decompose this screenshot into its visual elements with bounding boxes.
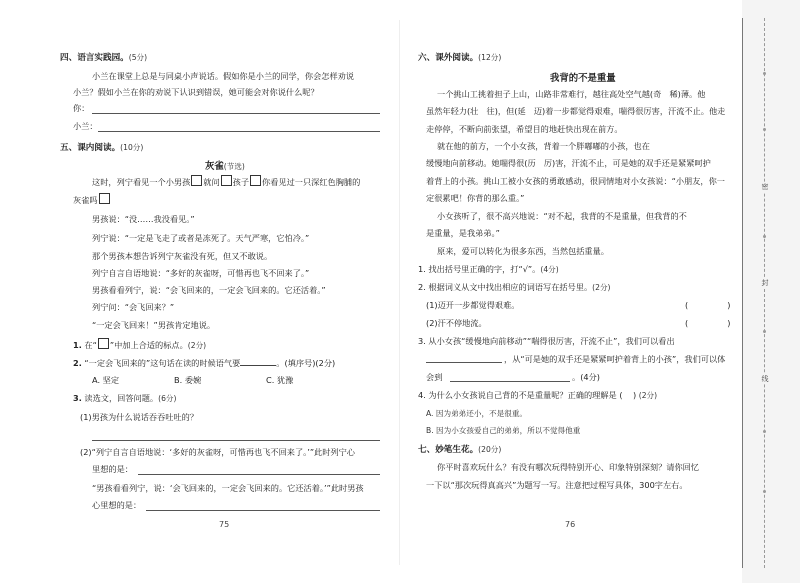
punctuation-box[interactable] xyxy=(221,175,232,186)
article-line: 定很累吧！你背的那么重。” xyxy=(426,193,525,203)
article-line: 小女孩听了，很不高兴地说：“对不起，我背的不是重量，但我背的不 xyxy=(437,211,687,221)
section-4-heading: 四、语言实践园。(5分) xyxy=(60,53,148,63)
article-line: 一个挑山工挑着担子上山，山路非常难行，越往高处空气越(奇 稀)薄。他 xyxy=(437,89,706,99)
right-page xyxy=(400,0,740,583)
article-line: 灰雀吗 xyxy=(73,193,111,206)
article-line: 这时，列宁看见一个小男孩 就问 孩子 你看见过一只深红色胸脯的 xyxy=(92,177,361,187)
question-3: 3. 从小女孩“缓慢地向前移动”“喘得很厉害，汗流不止”，我们可以看出 xyxy=(418,336,675,346)
xiaolan-answer-line[interactable] xyxy=(98,131,380,132)
seal-mark: 线 xyxy=(759,374,771,384)
seal-dot xyxy=(763,128,766,131)
question-1: 1. 找出括号里正确的字，打“√”。(4分) xyxy=(418,264,559,274)
box-icon xyxy=(98,338,109,349)
question-3-line: 会到 xyxy=(426,372,443,382)
q3-answer-line-2[interactable] xyxy=(450,381,570,382)
section-4-paragraph-line: 小兰？假如小兰在你的劝说下认识到错误，她可能会对你说什么呢？ xyxy=(73,87,319,97)
section-7-prompt-line: 一下以“那次玩得真高兴”为题写一写。注意把过程写具体，300字左右。 xyxy=(426,480,688,490)
seal-mark: 密 xyxy=(759,182,771,192)
article-line: 原来，爱可以转化为很多东西，当然包括重量。 xyxy=(437,246,609,256)
question-3-score: 。(4分) xyxy=(572,372,600,382)
question-3: 3. 读选文，回答问题。(6分) xyxy=(73,393,177,403)
q3-2a-answer-line[interactable] xyxy=(138,474,380,475)
section-7-heading: 七、妙笔生花。(20分) xyxy=(418,445,502,455)
article-line: 列宁问：“会飞回来？” xyxy=(92,302,175,312)
article-title: 灰雀(节选) xyxy=(205,161,245,172)
q4-option-a[interactable]: A. 因为弟弟还小，不是很重。 xyxy=(426,409,528,418)
article-line: 列宁说：“一定是飞走了或者是冻死了。天气严寒，它怕冷。” xyxy=(92,233,310,243)
q3-2b-answer-line[interactable] xyxy=(146,510,380,511)
article-title: 我背的不是重量 xyxy=(550,73,616,84)
page-number: 76 xyxy=(565,520,576,529)
seal-mark: 封 xyxy=(759,278,771,288)
article-line: 是重量，是我弟弟。” xyxy=(426,228,500,238)
article-line: 男孩说：“没……我没看见。” xyxy=(92,214,195,224)
q3-sub-2: (2)“列宁自言自语地说：‘多好的灰雀呀，可惜再也飞不回来了。’”此时列宁心 xyxy=(80,447,355,457)
q2-2-answer-paren[interactable]: ( ) xyxy=(685,318,731,328)
binding-margin xyxy=(742,0,800,583)
margin-border xyxy=(742,18,743,568)
punctuation-box[interactable] xyxy=(99,193,110,204)
section-6-heading: 六、课外阅读。(12分) xyxy=(418,53,502,63)
question-2: 2. “一定会飞回来的”这句话在读的时候语气要 。(填序号)(2分) xyxy=(73,358,336,368)
you-label: 你： xyxy=(73,103,90,113)
article-line: 就在他的前方，一个小女孩，背着一个胖嘟嘟的小孩，也在 xyxy=(437,141,650,151)
q3-answer-line-1[interactable] xyxy=(426,362,502,363)
q2-1-answer-paren[interactable]: ( ) xyxy=(685,300,731,310)
q3-1-answer-line[interactable] xyxy=(92,440,380,441)
seal-dot xyxy=(763,430,766,433)
q2-sub-1: (1)迈开一步都觉得艰难。 xyxy=(426,300,520,310)
question-1: 1. 在“ ”中加上合适的标点。(2分) xyxy=(73,340,207,350)
q2-option-b[interactable]: B. 委婉 xyxy=(174,375,202,385)
q3-sub-2-line: 里想的是： xyxy=(92,464,133,474)
you-answer-line[interactable] xyxy=(92,113,380,114)
page-number: 75 xyxy=(219,520,230,529)
question-3-line: ，从“可是她的双手还是紧紧呵护着背上的小孩”，我们可以体 xyxy=(504,354,726,364)
punctuation-box[interactable] xyxy=(250,175,261,186)
article-line: 列宁自言自语地说：“多好的灰雀呀，可惜再也飞不回来了。” xyxy=(92,268,310,278)
punctuation-box[interactable] xyxy=(191,175,202,186)
section-7-prompt-line: 你平时喜欢玩什么？有没有哪次玩得特别开心、印象特别深刻？请你回忆 xyxy=(437,462,700,472)
q2-answer-blank[interactable] xyxy=(240,357,276,366)
article-line: 那个男孩本想告诉列宁灰雀没有死，但又不敢说。 xyxy=(92,251,273,261)
article-line: 虽然年轻力(壮 往)，但(延 迈)着一步都觉得艰难，喘得很厉害，汗流不止。他走 xyxy=(426,106,726,116)
article-line: 着背上的小孩。挑山工被小女孩的勇敢感动，很同情地对小女孩说：“小朋友，你一 xyxy=(426,176,725,186)
section-4-paragraph-line: 小兰在课堂上总是与同桌小声说话。假如你是小兰的同学，你会怎样劝说 xyxy=(92,71,355,81)
q3-sub-2-line: 心里想的是： xyxy=(92,500,142,510)
article-line: 缓慢地向前移动。她喘得很(历 厉)害，汗流不止，可是她的双手还是紧紧呵护 xyxy=(426,158,711,168)
article-line: “一定会飞回来！”男孩肯定地说。 xyxy=(92,320,216,330)
section-5-heading: 五、课内阅读。(10分) xyxy=(60,143,144,153)
q4-option-b[interactable]: B. 因为小女孩爱自己的弟弟，所以不觉得他重 xyxy=(426,426,581,435)
article-line: 走停停，不断向前张望，希望目的地赶快出现在前方。 xyxy=(426,124,623,134)
seal-dot xyxy=(763,72,766,75)
seal-line xyxy=(764,18,765,568)
q2-sub-2: (2)汗不停地流。 xyxy=(426,318,487,328)
article-line: 男孩看看列宁，说：“会飞回来的，一定会飞回来的。它还活着。” xyxy=(92,285,326,295)
seal-dot xyxy=(763,490,766,493)
q3-sub-2-line: “男孩看看列宁，说：‘会飞回来的，一定会飞回来的。它还活着。’”此时男孩 xyxy=(92,483,364,493)
seal-dot xyxy=(763,330,766,333)
xiaolan-label: 小兰： xyxy=(73,121,98,131)
seal-dot xyxy=(763,235,766,238)
q2-option-c[interactable]: C. 犹豫 xyxy=(266,375,294,385)
question-2: 2. 根据词义从文中找出相应的词语写在括号里。(2分) xyxy=(418,282,611,292)
q2-option-a[interactable]: A. 坚定 xyxy=(92,375,120,385)
question-4: 4. 为什么小女孩说自己背的不是重量呢？正确的理解是 ( ) (2分) xyxy=(418,390,658,400)
q4-answer-paren[interactable]: ( ) xyxy=(619,390,637,400)
q3-sub-1: (1)男孩为什么说话吞吞吐吐的？ xyxy=(80,412,199,422)
